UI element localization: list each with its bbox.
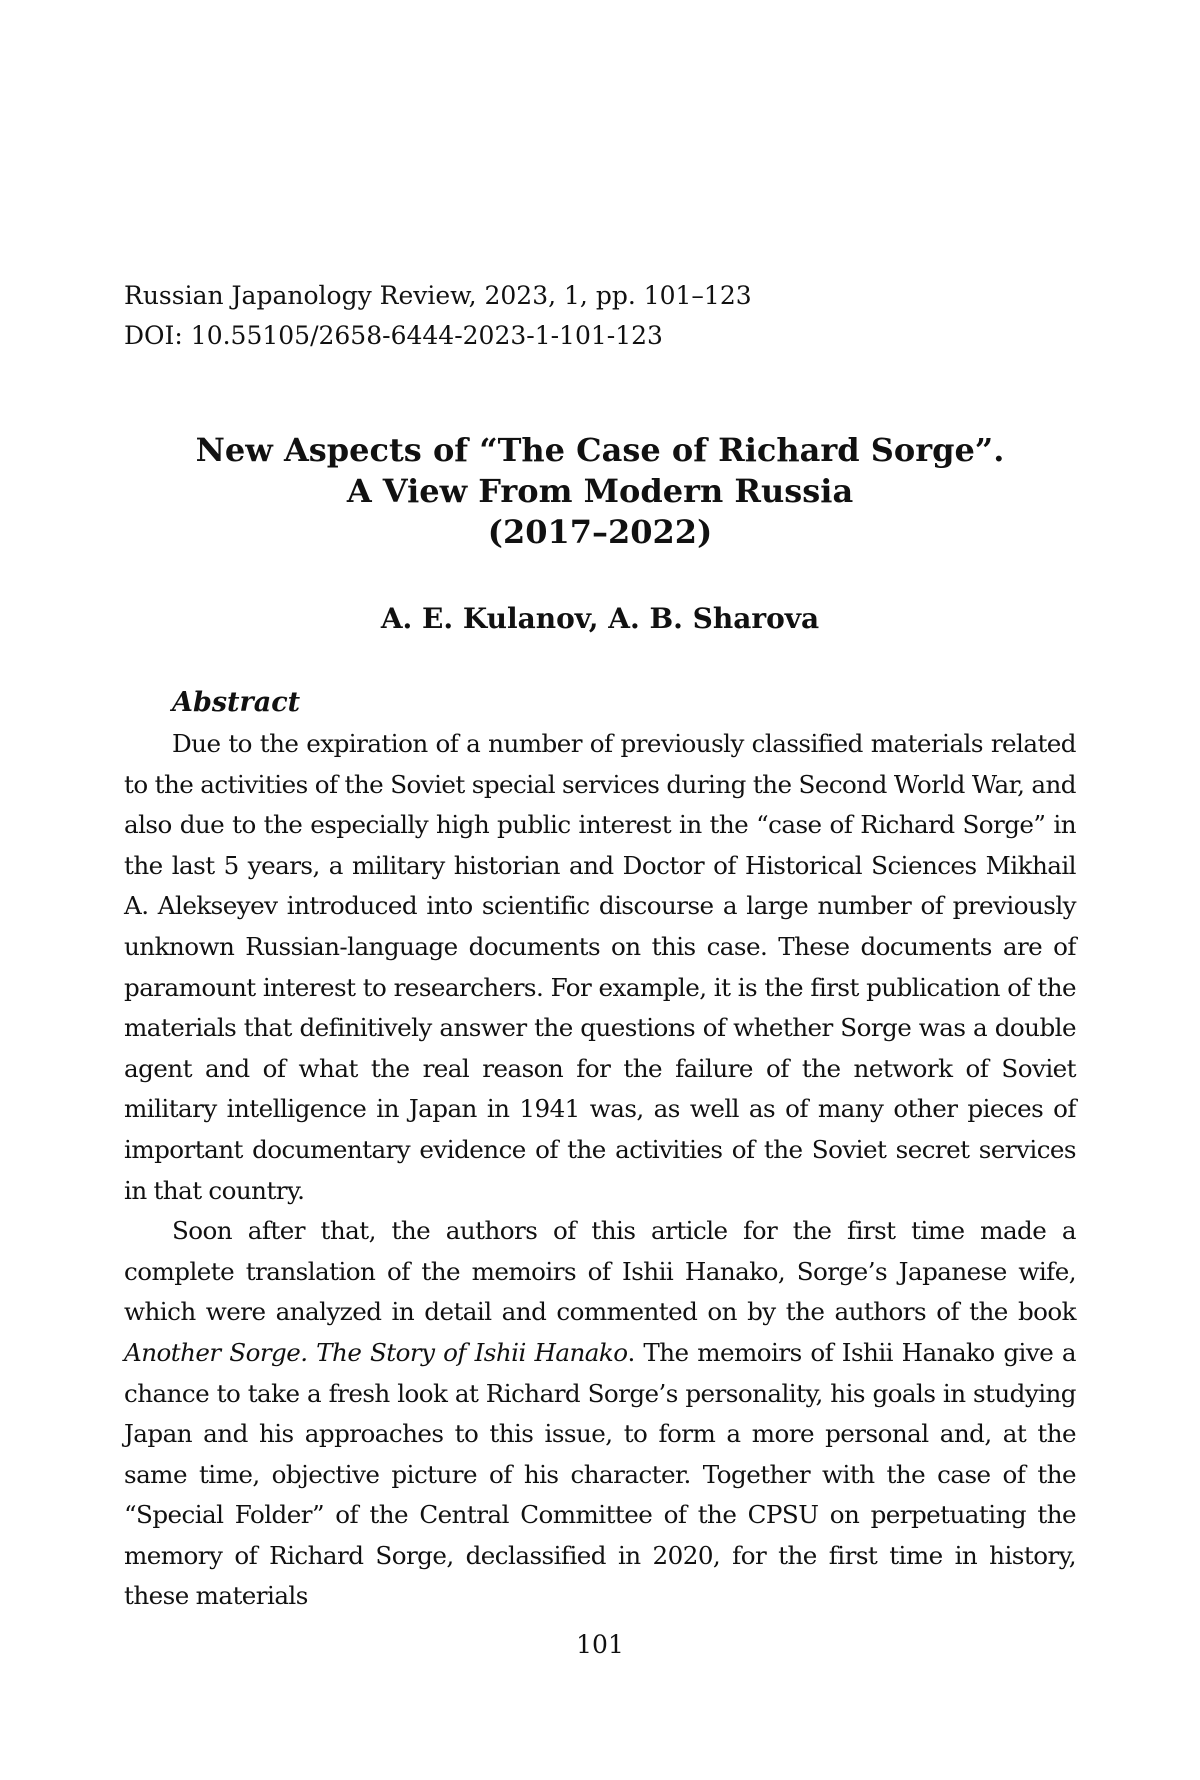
article-header [124, 276, 752, 356]
paragraph-2-text-end: . The memoirs of Ishii Hanako give a chance to take a fresh look at Richard Sorge’s personality, his goals in studying Japan and his approaches to this issue, to form a more personal and, at the same time, objective picture of his character. Together with the case of the “Special Folder” of the Central Committee of the CPSU on perpetuating the memory of Richard Sorge, declassified in 2020, for the first time in history, these materials [124, 1337, 1076, 1611]
title-line-2: A View From Modern Russia [346, 472, 854, 510]
article-title [0, 430, 1200, 553]
doi: DOI: 10.55105/2658-6444-2023-1-101-123 [124, 321, 663, 350]
book-title: Another Sorge. The Story of Ishii Hanako [124, 1337, 628, 1367]
paragraph-2-text-start: Soon after that, the authors of this article for the first time made a complete translation of the memoirs of Ishii Hanako, Sorge’s Japanese wife, which were analyzed in detail and commented on by the authors of the book [124, 1216, 1076, 1327]
page-number: 101 [576, 1630, 624, 1659]
journal-citation: Russian Japanology Review, 2023, 1, pp. 101–123 [124, 281, 752, 310]
abstract-paragraph-2 [124, 1211, 1076, 1617]
abstract-paragraph-1: Due to the expiration of a number of previously classified materials related to the activities of the Soviet special services during the Second World War, and also due to the especially high public interest in the “case of Richard Sorge” in the last 5 years, a military historian and Doctor of Historical Sciences Mikhail A. Alekseyev introduced into scientific discourse a large number of previously unknown Russian-language documents on this case. These documents are of paramount interest to researchers. For example, it is the first publication of the materials that definitively answer the questions of whether Sorge was a double agent and of what the real reason for the failure of the network of Soviet military intelligence in Japan in 1941 was, as well as of many other pieces of important documentary evidence of the activities of the Soviet secret services in that country. [124, 729, 1076, 1205]
abstract-body [124, 724, 1076, 1617]
title-line-1: New Aspects of “The Case of Richard Sorge”. [195, 431, 1005, 469]
article-authors: A. E. Kulanov, A. B. Sharova [380, 602, 820, 635]
title-line-3: (2017–2022) [487, 513, 713, 551]
abstract-heading: Abstract [172, 687, 301, 718]
